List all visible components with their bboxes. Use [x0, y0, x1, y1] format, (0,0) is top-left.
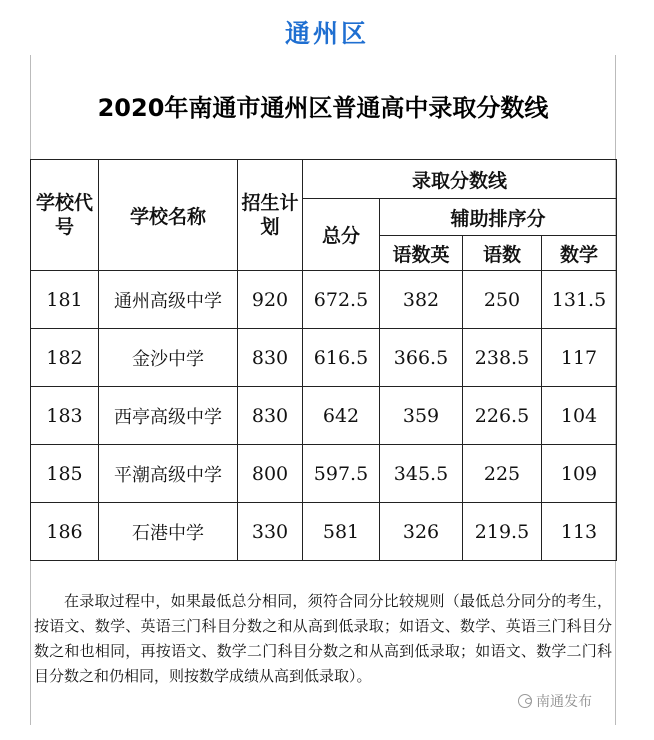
- table-row: [31, 503, 617, 561]
- cell-total: 581: [303, 503, 380, 561]
- table-title: 2020年南通市通州区普通高中录取分数线: [97, 94, 549, 122]
- cell-code: 183: [31, 387, 99, 445]
- region-title: 通州区: [284, 19, 369, 48]
- cell-ys: 238.5: [463, 329, 542, 387]
- cell-plan: 830: [238, 387, 303, 445]
- cell-math: 109: [542, 445, 617, 503]
- cell-yss: 366.5: [380, 329, 463, 387]
- header-math: 数学: [542, 236, 617, 271]
- table-row: [31, 271, 617, 329]
- cell-name: 金沙中学: [99, 329, 238, 387]
- cell-code: 186: [31, 503, 99, 561]
- cell-plan: 920: [238, 271, 303, 329]
- header-code: 学校代号: [31, 160, 99, 271]
- score-table: [30, 159, 617, 561]
- note-text: 在录取过程中，如果最低总分相同，须符合同分比较规则（最低总分同分的考生，按语文、数学、英语三门科目分数之和从高到低录取；如语文、数学、英语三门科目分数之和也相同，再按语文、数学二门科目分数之和从高到低录取；如语文、数学二门科目分数之和仍相同，则按数学成绩从高到低录取）。: [34, 592, 612, 685]
- header-aux: 辅助排序分: [380, 199, 617, 236]
- cell-name: 平潮高级中学: [99, 445, 238, 503]
- admission-rule-note: [34, 589, 612, 689]
- cell-ys: 225: [463, 445, 542, 503]
- cell-math: 113: [542, 503, 617, 561]
- table-row: [31, 387, 617, 445]
- watermark: [518, 690, 618, 712]
- cell-total: 616.5: [303, 329, 380, 387]
- cell-math: 131.5: [542, 271, 617, 329]
- cell-ys: 250: [463, 271, 542, 329]
- cell-plan: 330: [238, 503, 303, 561]
- cell-math: 104: [542, 387, 617, 445]
- cell-plan: 800: [238, 445, 303, 503]
- header-total: 总分: [303, 199, 380, 271]
- table-row: [31, 445, 617, 503]
- cell-yss: 326: [380, 503, 463, 561]
- cell-total: 597.5: [303, 445, 380, 503]
- cell-code: 181: [31, 271, 99, 329]
- cell-total: 642: [303, 387, 380, 445]
- cell-math: 117: [542, 329, 617, 387]
- header-name: 学校名称: [99, 160, 238, 271]
- cell-yss: 345.5: [380, 445, 463, 503]
- header-yss: 语数英: [380, 236, 463, 271]
- wechat-icon: [518, 694, 532, 708]
- cell-yss: 382: [380, 271, 463, 329]
- cell-code: 185: [31, 445, 99, 503]
- table-row: [31, 329, 617, 387]
- cell-name: 西亭高级中学: [99, 387, 238, 445]
- cell-ys: 219.5: [463, 503, 542, 561]
- cell-yss: 359: [380, 387, 463, 445]
- cell-code: 182: [31, 329, 99, 387]
- cell-total: 672.5: [303, 271, 380, 329]
- cell-plan: 830: [238, 329, 303, 387]
- header-ys: 语数: [463, 236, 542, 271]
- cell-name: 石港中学: [99, 503, 238, 561]
- watermark-label: 南通发布: [536, 694, 592, 710]
- cell-name: 通州高级中学: [99, 271, 238, 329]
- header-plan: 招生计划: [238, 160, 303, 271]
- header-score-line: 录取分数线: [303, 160, 617, 199]
- cell-ys: 226.5: [463, 387, 542, 445]
